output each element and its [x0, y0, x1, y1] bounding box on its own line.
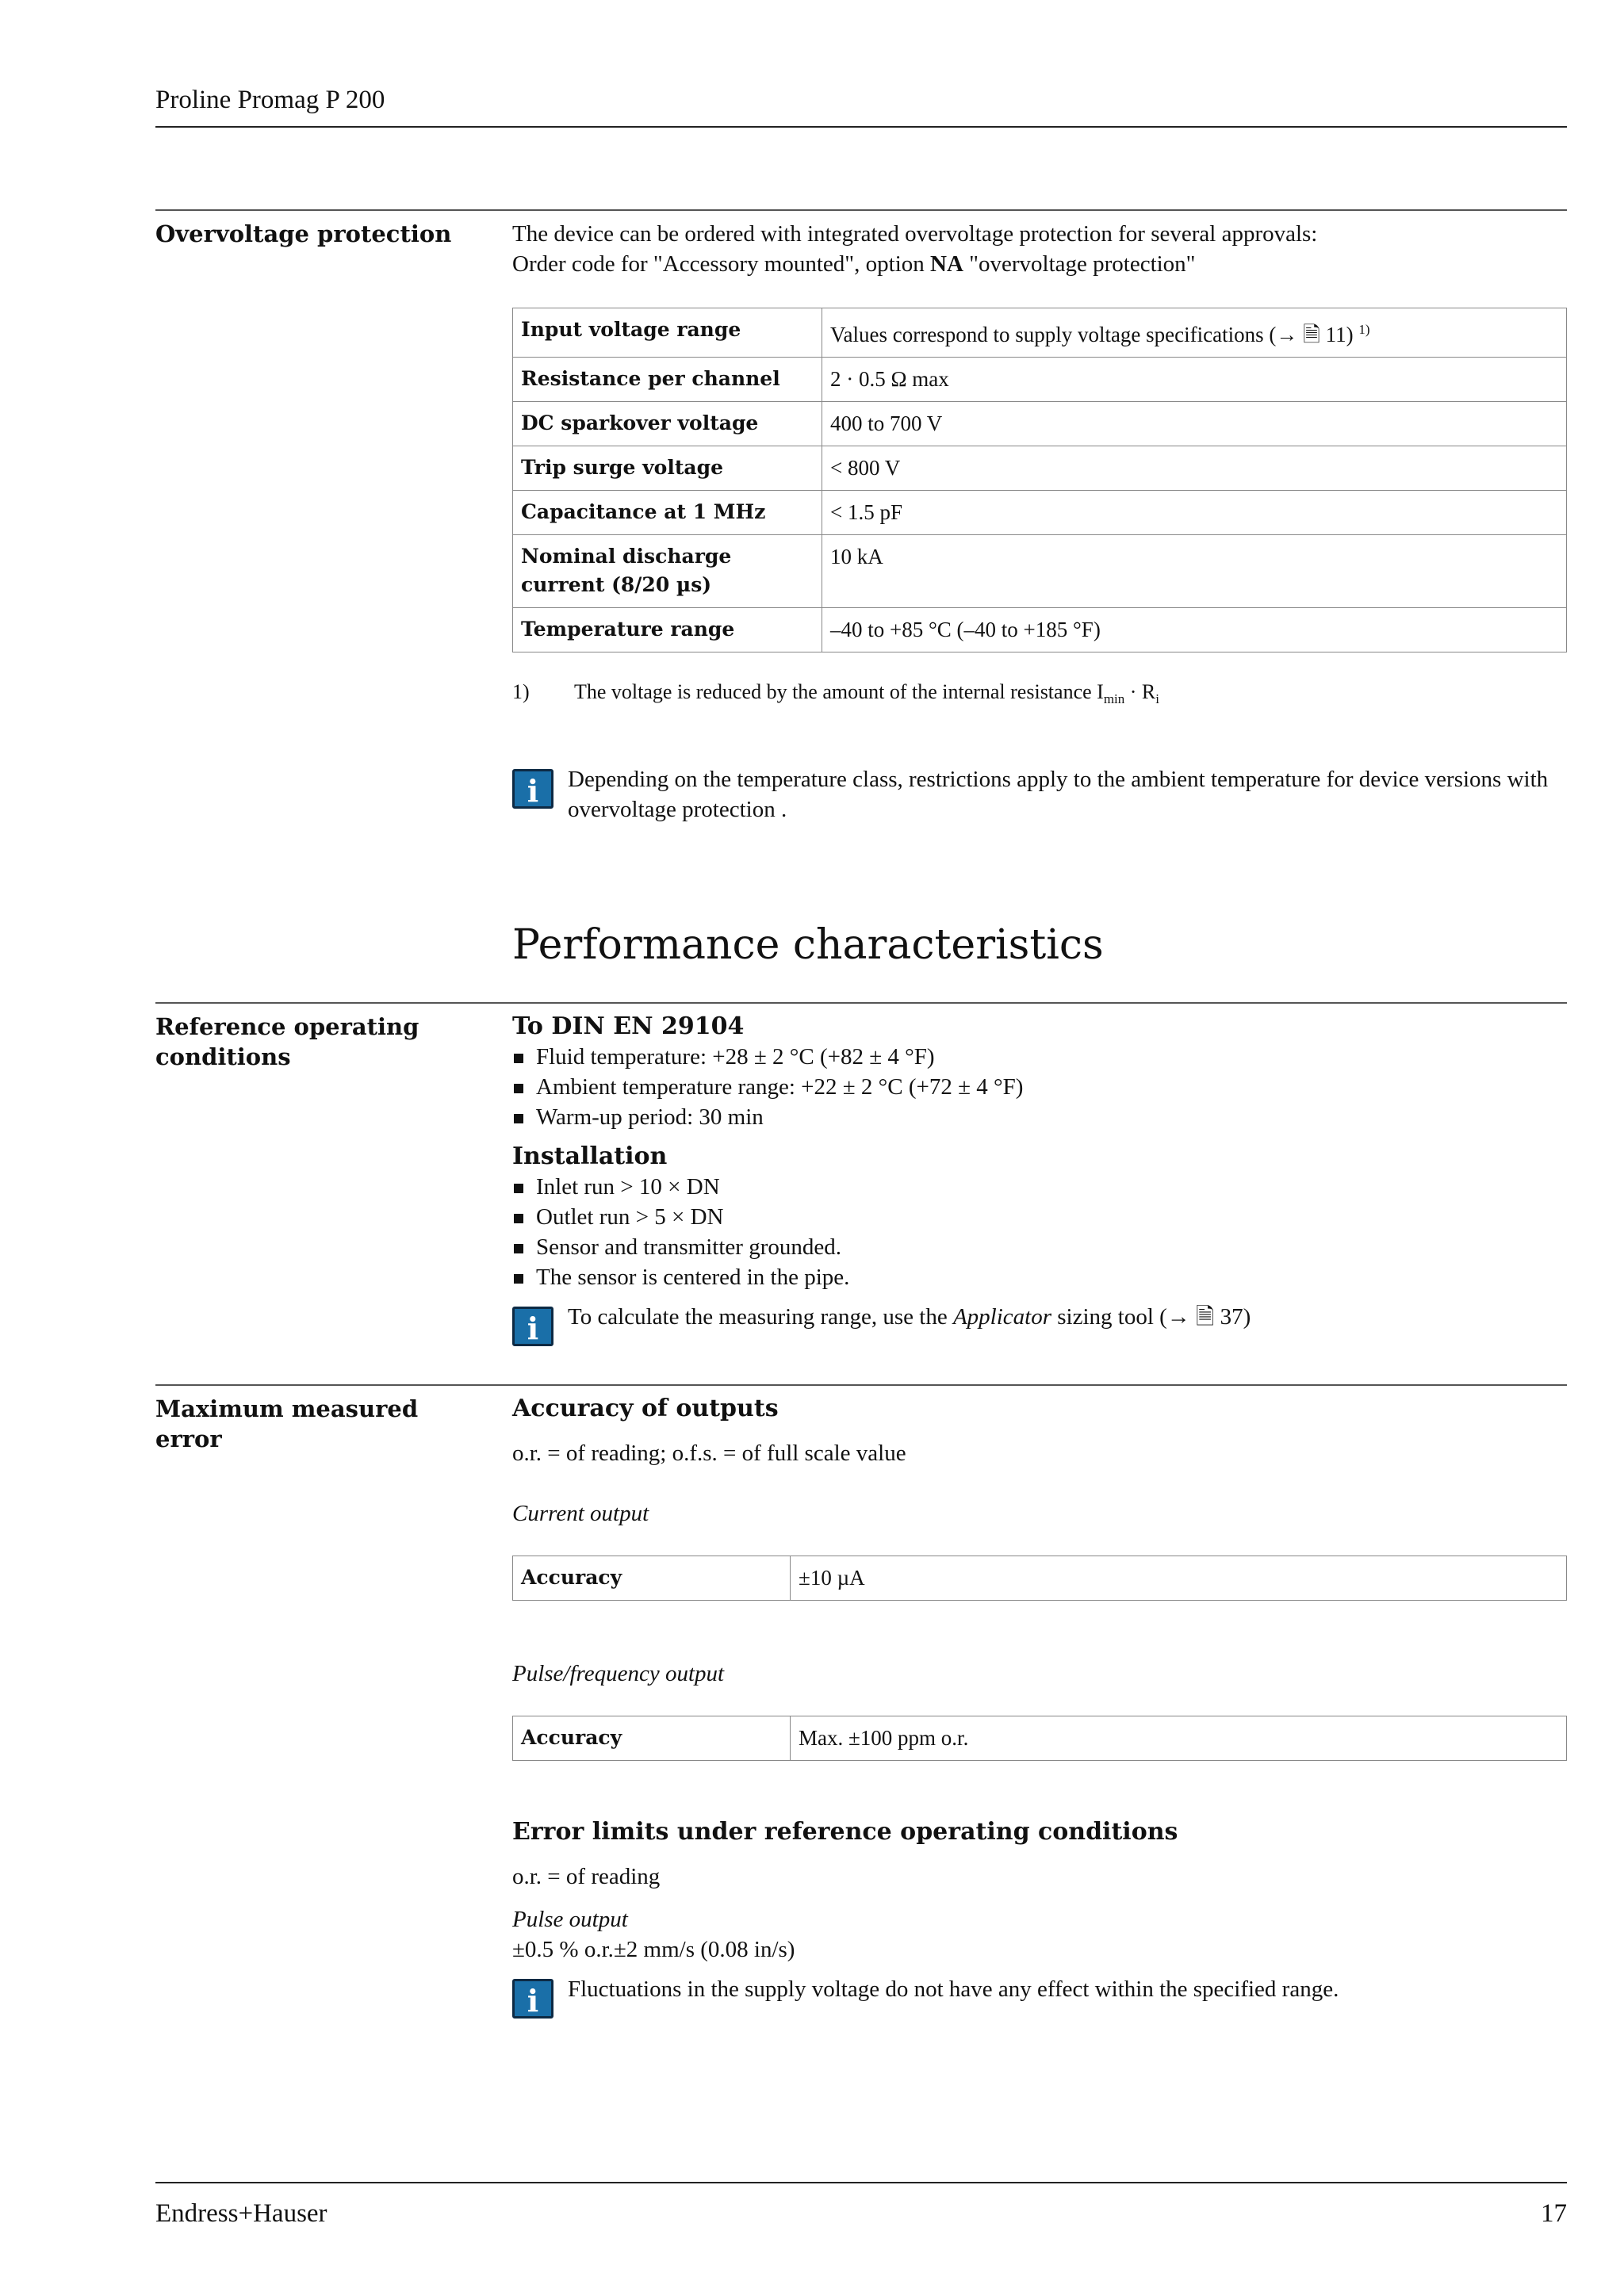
table-key: Accuracy: [513, 1716, 791, 1761]
table-key: Trip surge voltage: [513, 446, 822, 491]
table-value: 400 to 700 V: [822, 402, 1567, 446]
table-row: [513, 308, 1567, 358]
list-item: Fluid temperature: +28 ± 2 °C (+82 ± 4 °F): [512, 1042, 1567, 1072]
table-value: < 1.5 pF: [822, 491, 1567, 535]
section-heading: Performance characteristics: [512, 921, 1104, 969]
section-rule: [155, 1002, 1567, 1004]
installation-heading: Installation: [512, 1142, 668, 1170]
overvoltage-intro: [512, 219, 1567, 279]
list-item: Sensor and transmitter grounded.: [512, 1232, 1567, 1262]
list-item: Ambient temperature range: +22 ± 2 °C (+72 ± 4 °F): [512, 1072, 1567, 1102]
footnote-number: 1): [512, 680, 530, 703]
table-row: [513, 535, 1567, 608]
info-icon: i: [512, 769, 553, 809]
list-item: Outlet run > 5 × DN: [512, 1202, 1567, 1232]
table-row: [513, 402, 1567, 446]
info-icon: i: [512, 1979, 553, 2019]
header-rule: [155, 126, 1567, 128]
error-limits-heading: Error limits under reference operating conditions: [512, 1818, 1178, 1846]
side-heading-error: Maximum measured error: [155, 1395, 419, 1452]
table-row: [513, 1716, 1567, 1761]
table-key: Temperature range: [513, 608, 822, 652]
pulse-output-label: Pulse output: [512, 1907, 628, 1932]
note-applicator: To calculate the measuring range, use the Applicator sizing tool (→ 🗎 37): [568, 1304, 1251, 1330]
note-fluctuations: Fluctuations in the supply voltage do not have any effect within the specified range.: [568, 1976, 1339, 2002]
section-rule: [155, 1384, 1567, 1386]
table-value: Values correspond to supply voltage specifications (→ 🗎 11) $^{1)}$: [822, 308, 1567, 358]
accuracy-heading: Accuracy of outputs: [512, 1395, 779, 1422]
table-row: [513, 491, 1567, 535]
table-key: DC sparkover voltage: [513, 402, 822, 446]
din-heading: To DIN EN 29104: [512, 1012, 745, 1040]
table-value: –40 to +85 °C (–40 to +185 °F): [822, 608, 1567, 652]
table-value: 2 · 0.5 Ω max: [822, 358, 1567, 402]
side-heading-overvoltage: Overvoltage protection: [155, 220, 452, 247]
footer-rule: [155, 2182, 1567, 2183]
table-value: Max. ±100 ppm o.r.: [791, 1716, 1567, 1761]
intro-line-2: Order code for "Accessory mounted", option NA "overvoltage protection": [512, 251, 1196, 277]
table-row: [513, 608, 1567, 652]
page-number: 17: [1541, 2199, 1567, 2228]
table-row: [513, 1556, 1567, 1601]
overvoltage-table: [512, 308, 1567, 652]
table-key: Resistance per channel: [513, 358, 822, 402]
info-icon: i: [512, 1307, 553, 1346]
list-item: Inlet run > 10 × DN: [512, 1172, 1567, 1202]
document-title: Proline Promag P 200: [155, 86, 385, 114]
section-rule: [155, 209, 1567, 211]
current-accuracy-table: [512, 1556, 1567, 1601]
intro-line-1: The device can be ordered with integrated overvoltage protection for several approvals:: [512, 221, 1318, 247]
pulse-frequency-label: Pulse/frequency output: [512, 1661, 725, 1686]
footer-company: Endress+Hauser: [155, 2199, 327, 2228]
note-overvoltage: Depending on the temperature class, restrictions apply to the ambient temperature for device versions with overvoltage protection .: [568, 767, 1549, 822]
table-key: Capacitance at 1 MHz: [513, 491, 822, 535]
table-value: 10 kA: [822, 535, 1567, 608]
table-key: Accuracy: [513, 1556, 791, 1601]
current-output-label: Current output: [512, 1501, 649, 1526]
pulse-accuracy-table: [512, 1716, 1567, 1761]
table-value: ±10 µA: [791, 1556, 1567, 1601]
list-item: The sensor is centered in the pipe.: [512, 1262, 1567, 1292]
pulse-output-value: ±0.5 % o.r.±2 mm/s (0.08 in/s): [512, 1937, 795, 1962]
table-key: Nominal discharge current (8/20 µs): [513, 535, 822, 608]
table-value: < 800 V: [822, 446, 1567, 491]
installation-list: [512, 1172, 1567, 1292]
table-key: Input voltage range: [513, 308, 822, 358]
list-item: Warm-up period: 30 min: [512, 1102, 1567, 1132]
accuracy-abbrev: o.r. = of reading; o.f.s. = of full scale value: [512, 1441, 906, 1466]
table-row: [513, 358, 1567, 402]
din-list: [512, 1042, 1567, 1132]
footnote-text: The voltage is reduced by the amount of the internal resistance $I_{min} \cdot R_i$: [574, 680, 1159, 707]
table-row: [513, 446, 1567, 491]
limits-abbrev: o.r. = of reading: [512, 1864, 661, 1889]
side-heading-reference: Reference operating conditions: [155, 1013, 419, 1070]
